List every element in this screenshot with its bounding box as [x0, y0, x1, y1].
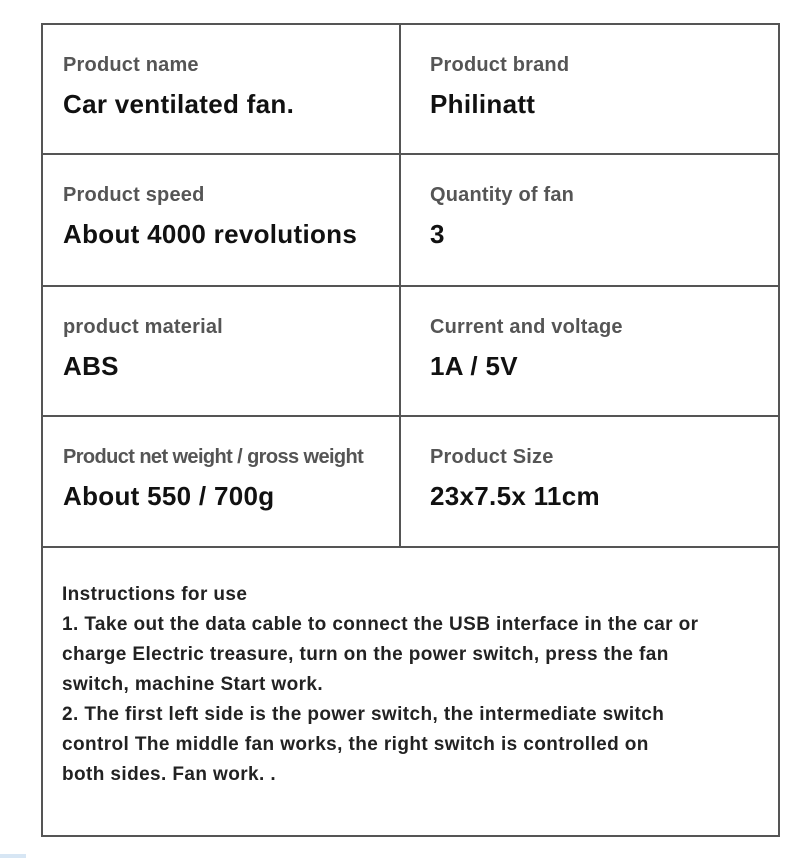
spec-cell-product-material [43, 287, 401, 415]
spec-table [41, 23, 780, 837]
instructions-line: 1. Take out the data cable to connect the USB interface in the car or [62, 614, 699, 635]
spec-cell-quantity-of-fan [401, 155, 778, 285]
spec-value: 23x7.5x 11cm [430, 481, 600, 511]
spec-value: About 4000 revolutions [63, 219, 358, 249]
spec-value: About 550 / 700g [63, 481, 275, 511]
spec-row [43, 417, 778, 548]
spec-label: Product Size [430, 446, 554, 468]
instructions-title: Instructions for use [62, 584, 248, 605]
spec-cell-current-voltage [401, 287, 778, 415]
spec-label: product material [63, 316, 223, 338]
spec-value: 3 [430, 219, 445, 249]
spec-value: Philinatt [430, 89, 536, 119]
spec-label: Product speed [63, 184, 205, 206]
spec-cell-product-name [43, 25, 401, 153]
instructions-line: 2. The first left side is the power switch, the intermediate switch [62, 704, 665, 725]
spec-label: Product net weight / gross weight [63, 446, 364, 468]
spec-label: Product brand [430, 54, 570, 76]
spec-row [43, 287, 778, 417]
spec-value: 1A / 5V [430, 351, 518, 381]
spec-cell-product-brand [401, 25, 778, 153]
spec-label: Quantity of fan [430, 184, 575, 206]
spec-label: Product name [63, 54, 199, 76]
corner-divider [0, 854, 26, 858]
instructions-section [43, 548, 778, 835]
spec-label: Current and voltage [430, 316, 623, 338]
instructions-line: switch, machine Start work. [62, 674, 324, 695]
spec-cell-product-speed [43, 155, 401, 285]
instructions-line: both sides. Fan work. . [62, 764, 277, 785]
spec-cell-product-size [401, 417, 778, 546]
spec-value: ABS [63, 351, 119, 381]
instructions-line: charge Electric treasure, turn on the power switch, press the fan [62, 644, 669, 665]
instructions-line: control The middle fan works, the right switch is controlled on [62, 734, 649, 755]
spec-row [43, 155, 778, 287]
spec-value: Car ventilated fan. [63, 89, 295, 119]
spec-cell-weight [43, 417, 401, 546]
spec-row [43, 25, 778, 155]
